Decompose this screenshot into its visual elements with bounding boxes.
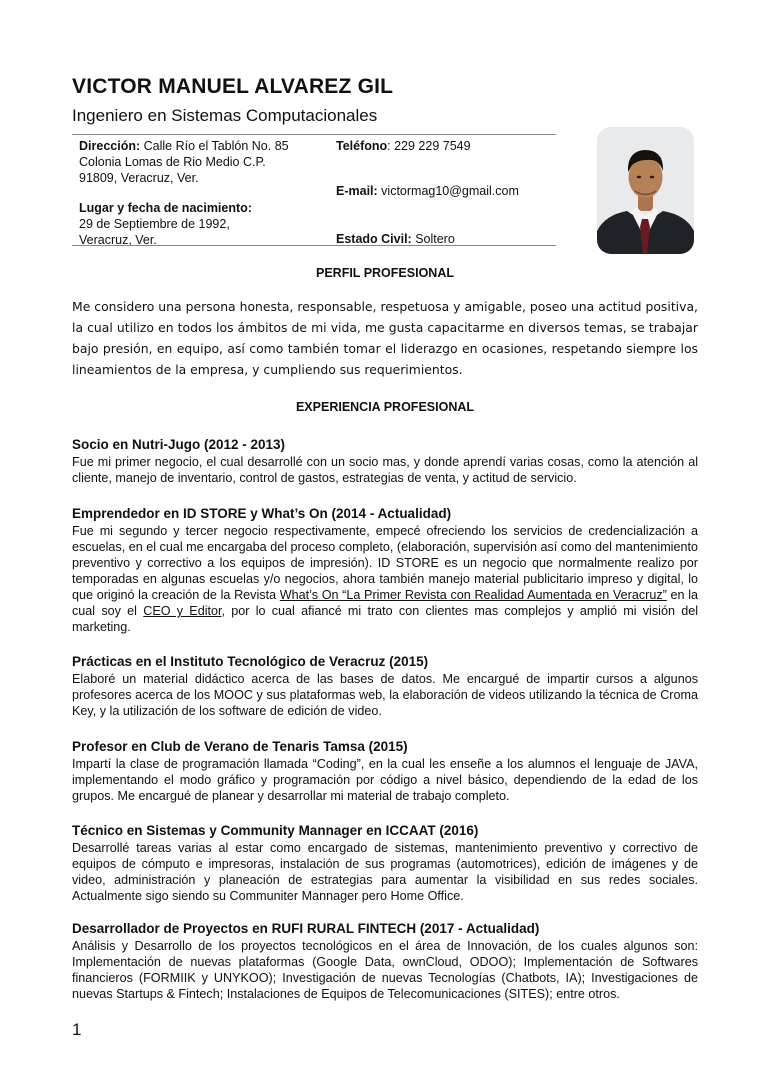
candidate-name: VICTOR MANUEL ALVAREZ GIL xyxy=(72,75,394,98)
job-description: Análisis y Desarrollo de los proyectos tecnológicos en el área de Innovación, de los cuales algunos son: Implementación de nuevas plataformas (Google Data, ownCloud, ODOO); Implementación de Softwares financieros (FORMIIK y UNYKOO); Investigación de nuevas Tecnologías (Chatbots, IA); Investigaciones de nuevas Startups & Fintech; Instalaciones de Equipos de Telecomunicaciones (SITES); entre otros. xyxy=(72,939,698,1001)
job-title: Prácticas en el Instituto Tecnológico de Veracruz (2015) xyxy=(72,654,429,669)
job-title: Profesor en Club de Verano de Tenaris Tamsa (2015) xyxy=(72,739,408,754)
address-line-1: Calle Río el Tablón No. 85 xyxy=(140,139,289,153)
birth-block xyxy=(79,200,329,248)
birth-label: Lugar y fecha de nacimiento: xyxy=(79,201,252,215)
job-description: Fue mi primer negocio, el cual desarrollé con un socio mas, y donde aprendí varias cosas, como la atención al cliente, manejo de inventario, control de gastos, estrategias de venta, y actitud de servicio. xyxy=(72,455,698,485)
job-title: Desarrollador de Proyectos en RUFI RURAL FINTECH (2017 - Actualidad) xyxy=(72,921,540,936)
job-description: Desarrollé tareas varias al estar como encargado de sistemas, mantenimiento preventivo y correctivo de equipos de cómputo e impresoras, instalación de sus programas (automotrices), edición de imágenes y de video, administración y planeación de estrategias para aumentar la visibilidad en sus redes sociales. Actualmente sigo siendo su Communiter Mannager pero Home Office. xyxy=(72,841,698,903)
job-description-part: , por lo cual afiancé mi trato con clientes mas complejos y amplió mi visión del marketing. xyxy=(72,604,699,634)
phone-value: : 229 229 7549 xyxy=(387,139,471,153)
job-description-part: en la cual soy el xyxy=(72,588,698,618)
phone-block xyxy=(336,138,556,154)
civil-status-value: Soltero xyxy=(411,232,455,246)
profile-photo-icon xyxy=(597,127,694,254)
job-title: Emprendedor en ID STORE y What’s On (2014 - Actualidad) xyxy=(72,506,452,521)
job-description: Elaboré un material didáctico acerca de las bases de datos. Me encargué de impartir cursos a algunos profesores acerca de los MOOC y sus plataformas web, la elaboración de videos utilizando la técnica de Croma Key, y la utilización de los software de edición de video. xyxy=(72,672,698,718)
job-entry-3 xyxy=(72,653,698,719)
page-number: 1 xyxy=(72,1020,82,1039)
ceo-editor-link[interactable]: CEO y Editor xyxy=(143,604,222,618)
email-value: victormag10@gmail.com xyxy=(377,184,519,198)
address-line-3: 91809, Veracruz, Ver. xyxy=(79,171,199,185)
profile-heading: PERFIL PROFESIONAL xyxy=(316,266,454,280)
header-rule-bottom xyxy=(72,245,556,246)
candidate-title: Ingeniero en Sistemas Computacionales xyxy=(72,106,378,125)
civil-status-label: Estado Civil: xyxy=(336,232,412,246)
header-rule-top xyxy=(72,134,556,135)
job-description-part: Fue mi segundo y tercer negocio respectivamente, empecé ofreciendo los servicios de credencialización a escuelas, en el cual me encargaba del proceso completo, (elaboración, supervisión así como del mantenimiento preventivo y correctivo a los equipos de impresión). ID STORE es un negocio que normalmente realizo por temporadas en algunas escuelas y/o negocios, ahora también manejo material publicitario impreso y digital, lo que originó la creación de la Revista xyxy=(72,524,698,602)
profile-photo xyxy=(597,127,694,254)
job-description xyxy=(72,523,698,635)
magazine-link[interactable]: What’s On “La Primer Revista con Realidad Aumentada en Veracruz” xyxy=(279,588,667,602)
experience-heading: EXPERIENCIA PROFESIONAL xyxy=(295,400,475,414)
address-block xyxy=(79,138,329,186)
job-entry-5 xyxy=(72,822,698,904)
email-label: E-mail: xyxy=(336,184,378,198)
job-entry-6 xyxy=(72,920,698,1002)
job-entry-1 xyxy=(72,436,698,486)
address-label: Dirección: xyxy=(79,139,141,153)
email-block xyxy=(336,183,556,199)
birth-line-2: Veracruz, Ver. xyxy=(79,233,157,247)
job-title: Técnico en Sistemas y Community Mannager en ICCAAT (2016) xyxy=(72,823,479,838)
job-title: Socio en Nutri-Jugo (2012 - 2013) xyxy=(72,437,286,452)
profile-text: Me considero una persona honesta, responsable, respetuosa y amigable, poseo una actitud positiva, la cual utilizo en todos los ámbitos de mi vida, me gusta capacitarme en diversos temas, se trabajar bajo presión, en equipo, así como también tomar el liderazgo en ocasiones, respetando siempre los lineamientos de la empresa, y cumpliendo sus requerimientos. xyxy=(72,299,698,377)
phone-label: Teléfono xyxy=(336,139,388,153)
address-line-2: Colonia Lomas de Rio Medio C.P. xyxy=(79,155,266,169)
job-description: Impartí la clase de programación llamada “Coding”, en la cual les enseñe a los alumnos el lenguaje de JAVA, implementando el modo gráfico y programación por código a nivel básico, dependiendo de la edad de los grupos. Me encargué de planear y desarrollar mi material de trabajo completo. xyxy=(72,757,698,803)
job-entry-2 xyxy=(72,505,698,635)
birth-line-1: 29 de Septiembre de 1992, xyxy=(79,217,230,231)
job-entry-4 xyxy=(72,738,698,804)
